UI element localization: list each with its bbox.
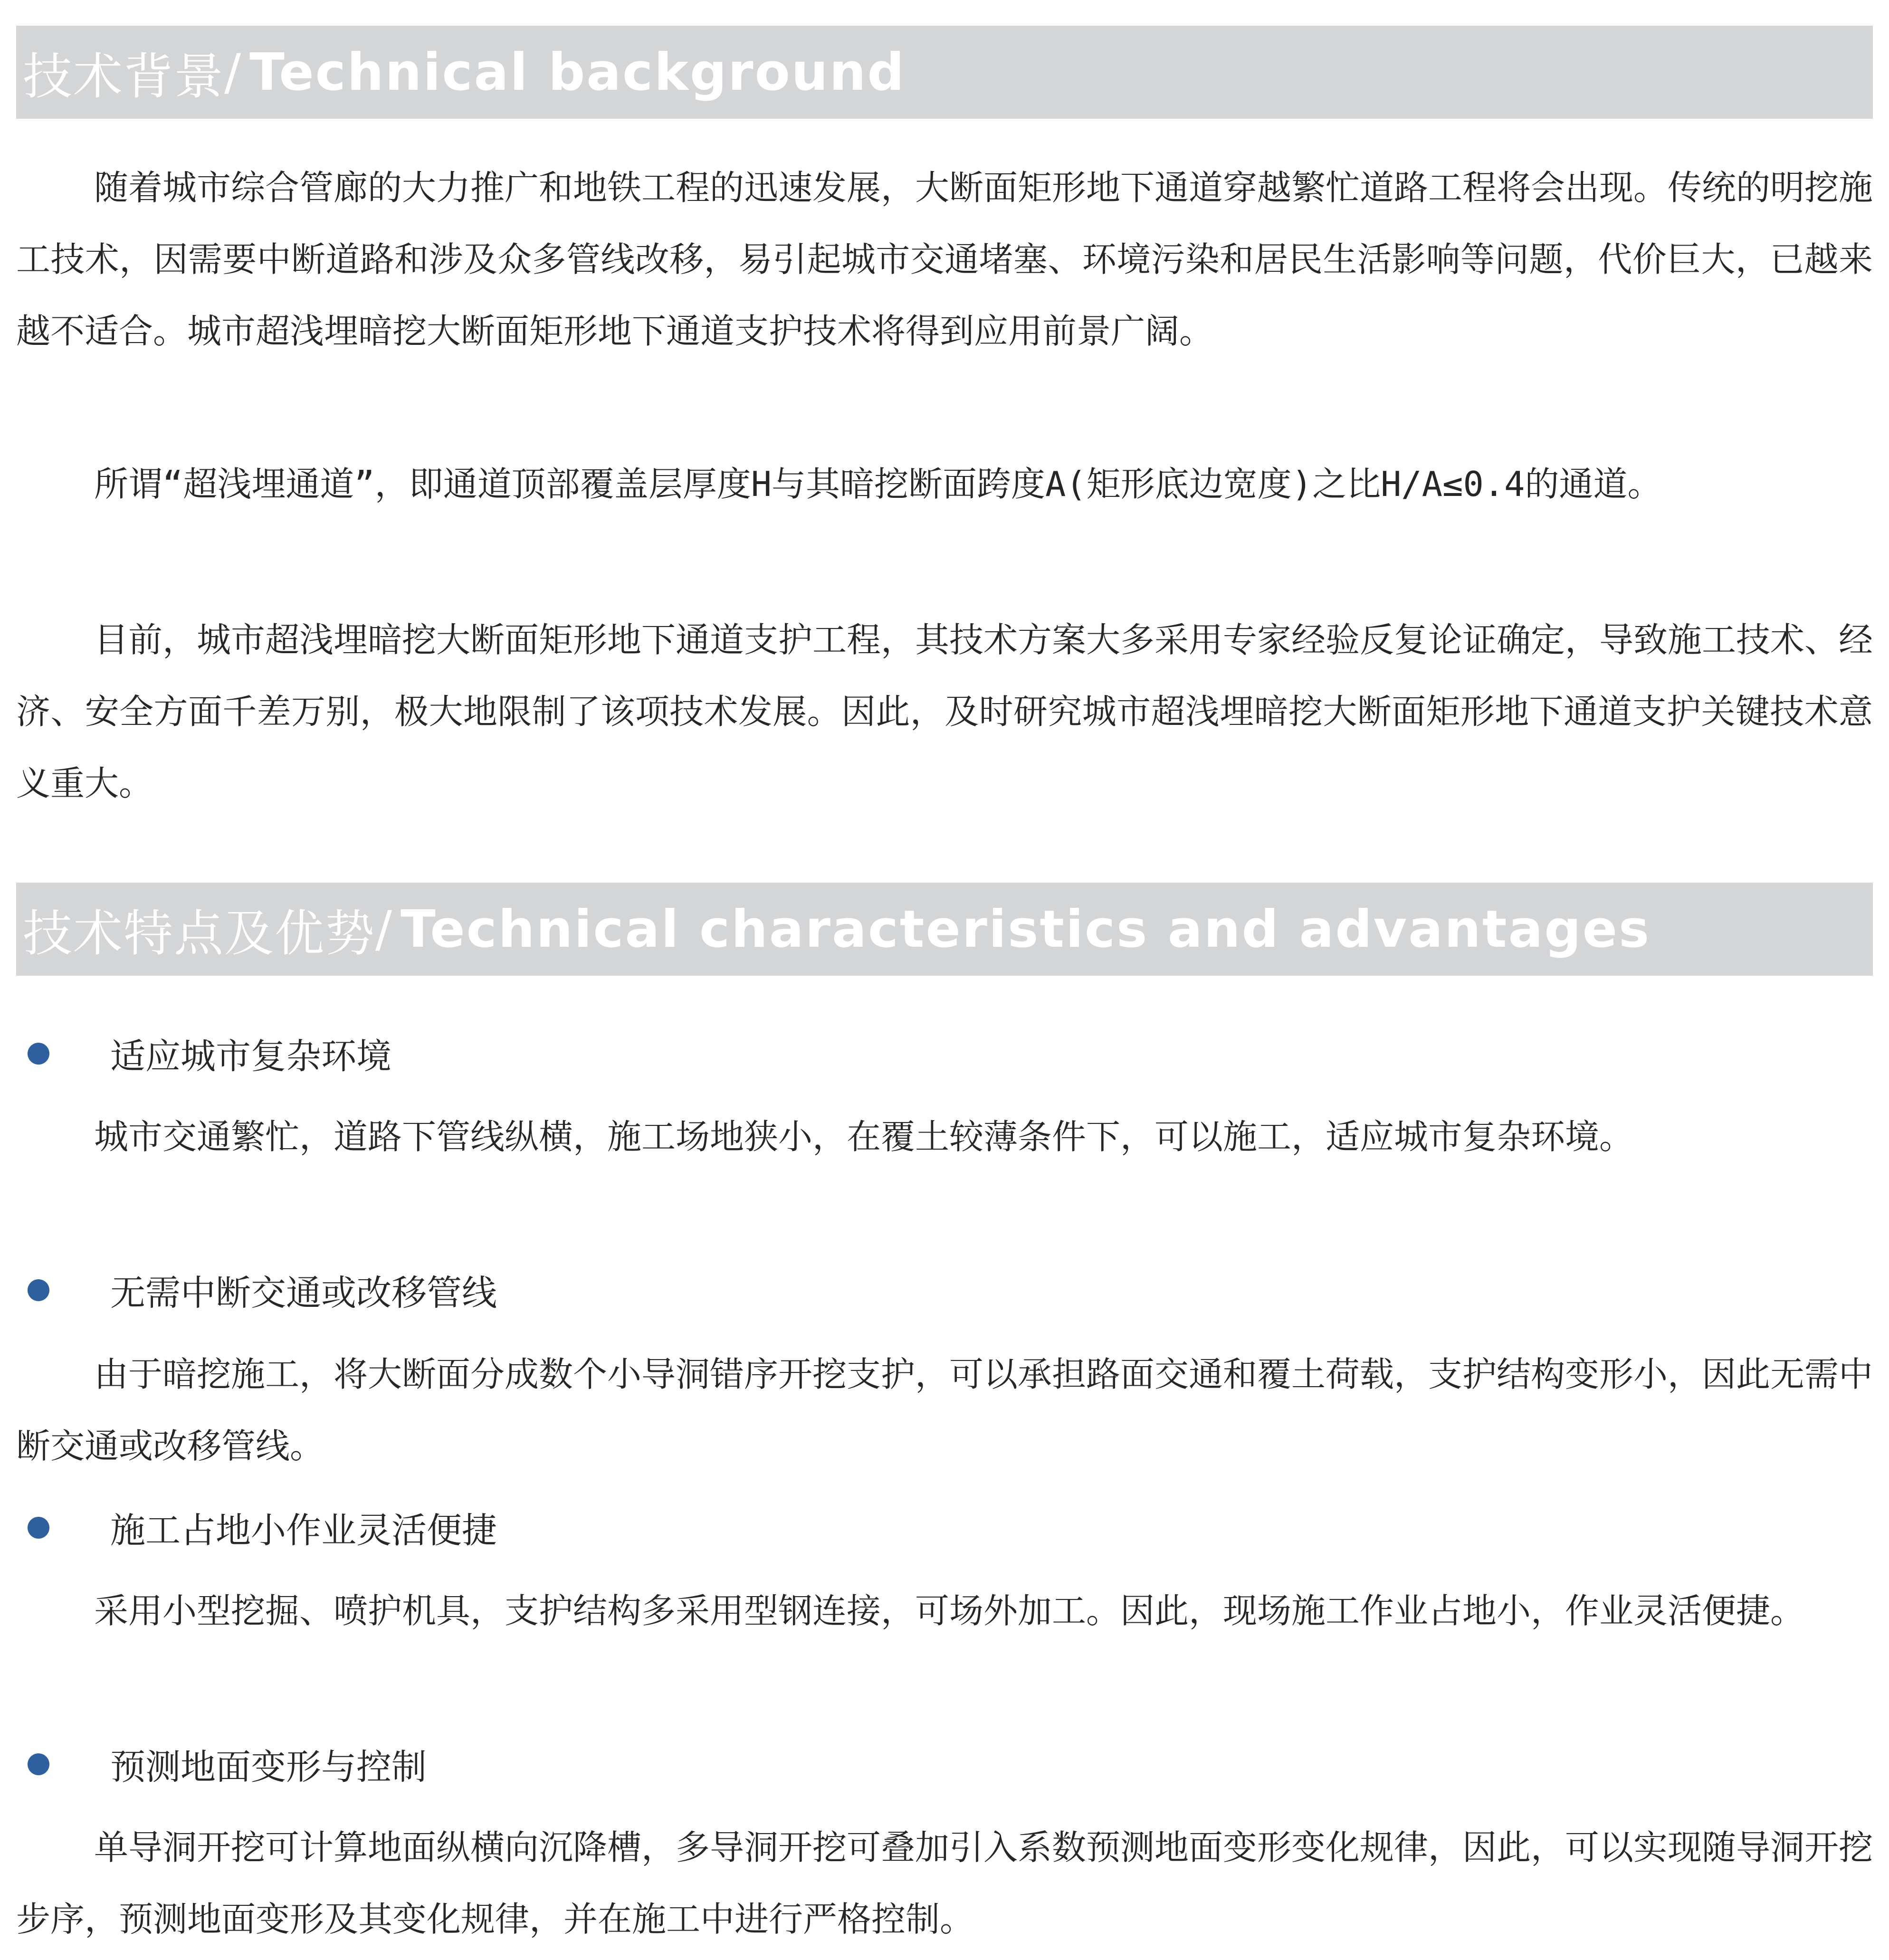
background-paragraph-2: 所谓“超浅埋通道”，即通道顶部覆盖层厚度H与其暗挖断面跨度A(矩形底边宽度)之比H/A≤0.4的通道。: [94, 464, 1662, 504]
feature-item-heading: [16, 1262, 1873, 1319]
bullet-dot-icon: [28, 1043, 49, 1065]
feature-item-label: 适应城市复杂环境: [110, 1036, 391, 1077]
feature-item-heading: [16, 1499, 1873, 1556]
feature-item-heading: [16, 1025, 1873, 1082]
feature-item-text: 城市交通繁忙，道路下管线纵横，施工场地狭小，在覆土较薄条件下，可以施工，适应城市复杂环境。: [94, 1117, 1634, 1157]
feature-item-text: 由于暗挖施工，将大断面分成数个小导洞错序开挖支护，可以承担路面交通和覆土荷载，支护结构变形小，因此无需中断交通或改移管线。: [16, 1354, 1873, 1466]
section-header-technical-characteristics: [16, 883, 1873, 976]
feature-item-label: 预测地面变形与控制: [110, 1747, 427, 1788]
section-title-en: Technical characteristics and advantages: [401, 899, 1651, 959]
feature-item-text: 单导洞开挖可计算地面纵横向沉降槽，多导洞开挖可叠加引入系数预测地面变形变化规律，因此，可以实现随导洞开挖步序，预测地面变形及其变化规律，并在施工中进行严格控制。: [16, 1827, 1873, 1939]
section-title-en: Technical background: [249, 42, 906, 102]
bullet-dot-icon: [28, 1279, 49, 1301]
feature-item-text: 采用小型挖掘、喷护机具，支护结构多采用型钢连接，可场外加工。因此，现场施工作业占地小，作业灵活便捷。: [94, 1591, 1805, 1631]
section-title-separator: /: [224, 43, 241, 101]
section-title-separator: /: [375, 900, 392, 958]
section-title-zh: 技术特点及优势: [23, 904, 376, 962]
bullet-dot-icon: [28, 1517, 49, 1539]
feature-item-label: 施工占地小作业灵活便捷: [110, 1510, 497, 1551]
background-paragraph-1: 随着城市综合管廊的大力推广和地铁工程的迅速发展，大断面矩形地下通道穿越繁忙道路工程将会出现。传统的明挖施工技术，因需要中断道路和涉及众多管线改移，易引起城市交通堵塞、环境污染和居民生活影响等问题，代价巨大，已越来越不适合。城市超浅埋暗挖大断面矩形地下通道支护技术将得到应用前景广阔。: [16, 168, 1873, 351]
section-title-zh: 技术背景: [23, 48, 225, 105]
background-paragraph-3: 目前，城市超浅埋暗挖大断面矩形地下通道支护工程，其技术方案大多采用专家经验反复论证确定，导致施工技术、经济、安全方面千差万别，极大地限制了该项技术发展。因此，及时研究城市超浅埋暗挖大断面矩形地下通道支护关键技术意义重大。: [16, 620, 1873, 803]
section-header-technical-background: [16, 26, 1873, 119]
feature-item-heading: [16, 1736, 1873, 1793]
feature-item-label: 无需中断交通或改移管线: [110, 1273, 497, 1313]
bullet-dot-icon: [28, 1753, 49, 1775]
